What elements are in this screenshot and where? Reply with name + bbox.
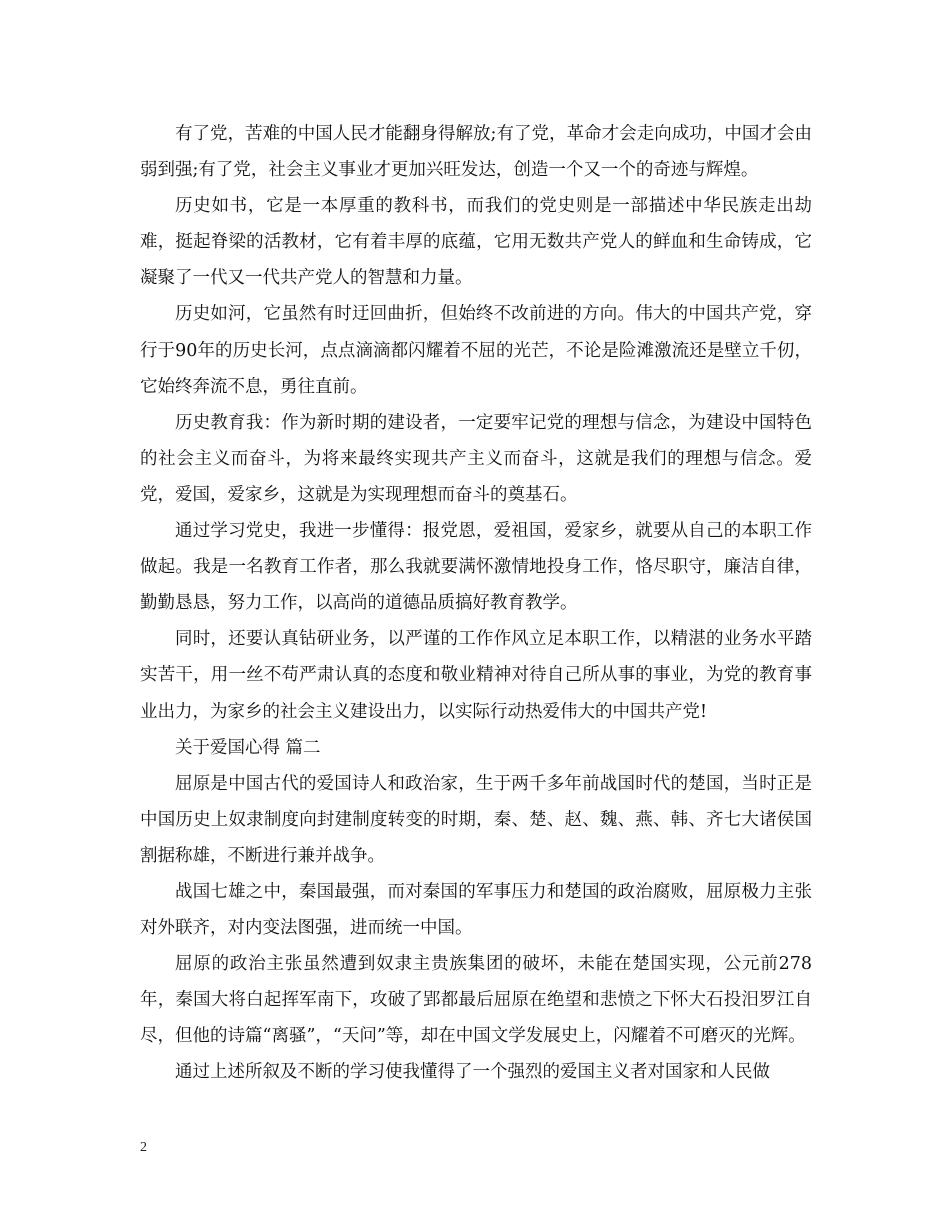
page-number: 2 [140, 1140, 147, 1155]
paragraph: 历史如书，它是一本厚重的教科书，而我们的党史则是一部描述中华民族走出劫难，挺起脊梁的活教材，它有着丰厚的底蕴，它用无数共产党人的鲜血和生命铸成，它凝聚了一代又一代共产党人的智慧和力量。 [140, 196, 812, 289]
paragraph: 历史教育我：作为新时期的建设者，一定要牢记党的理想与信念，为建设中国特色的社会主义而奋斗，为将来最终实现共产主义而奋斗，这就是我们的理想与信念。爱党，爱国，爱家乡，这就是为实现理想而奋斗的奠基石。 [140, 412, 812, 505]
paragraph: 有了党，苦难的中国人民才能翻身得解放;有了党，革命才会走向成功，中国才会由弱到强;有了党，社会主义事业才更加兴旺发达，创造一个又一个的奇迹与辉煌。 [140, 124, 812, 181]
paragraph: 屈原是中国古代的爱国诗人和政治家，生于两千多年前战国时代的楚国，当时正是中国历史上奴隶制度向封建制度转变的时期，秦、楚、赵、魏、燕、韩、齐七大诸侯国割据称雄，不断进行兼并战争。 [140, 773, 812, 866]
section-heading: 关于爱国心得 篇二 [175, 737, 321, 758]
paragraph: 屈原的政治主张虽然遭到奴隶主贵族集团的破坏，未能在楚国实现，公元前278年，秦国大将白起挥军南下，攻破了郢都最后屈原在绝望和悲愤之下怀大石投汨罗江自尽，但他的诗篇“离骚”，“天问”等，却在中国文学发展史上，闪耀着不可磨灭的光辉。 [140, 954, 812, 1047]
paragraph: 历史如河，它虽然有时迂回曲折，但始终不改前进的方向。伟大的中国共产党，穿行于90年的历史长河，点点滴滴都闪耀着不屈的光芒，不论是险滩激流还是壁立千仞，它始终奔流不息，勇往直前。 [140, 304, 812, 397]
paragraph: 同时，还要认真钻研业务，以严谨的工作作风立足本职工作，以精湛的业务水平踏实苦干，用一丝不苟严肃认真的态度和敬业精神对待自己所从事的事业，为党的教育事业出力，为家乡的社会主义建设出力，以实际行动热爱伟大的中国共产党! [140, 629, 812, 722]
paragraph: 通过上述所叙及不断的学习使我懂得了一个强烈的爱国主义者对国家和人民做 [175, 1062, 770, 1083]
document-body [140, 116, 812, 1091]
paragraph: 通过学习党史，我进一步懂得：报党恩，爱祖国，爱家乡，就要从自己的本职工作做起。我是一名教育工作者，那么我就要满怀激情地投身工作，恪尽职守，廉洁自律，勤勤恳恳，努力工作，以高尚的道德品质搞好教育教学。 [140, 521, 812, 614]
paragraph: 战国七雄之中，秦国最强，而对秦国的军事压力和楚国的政治腐败，屈原极力主张对外联齐，对内变法图强，进而统一中国。 [140, 881, 812, 939]
